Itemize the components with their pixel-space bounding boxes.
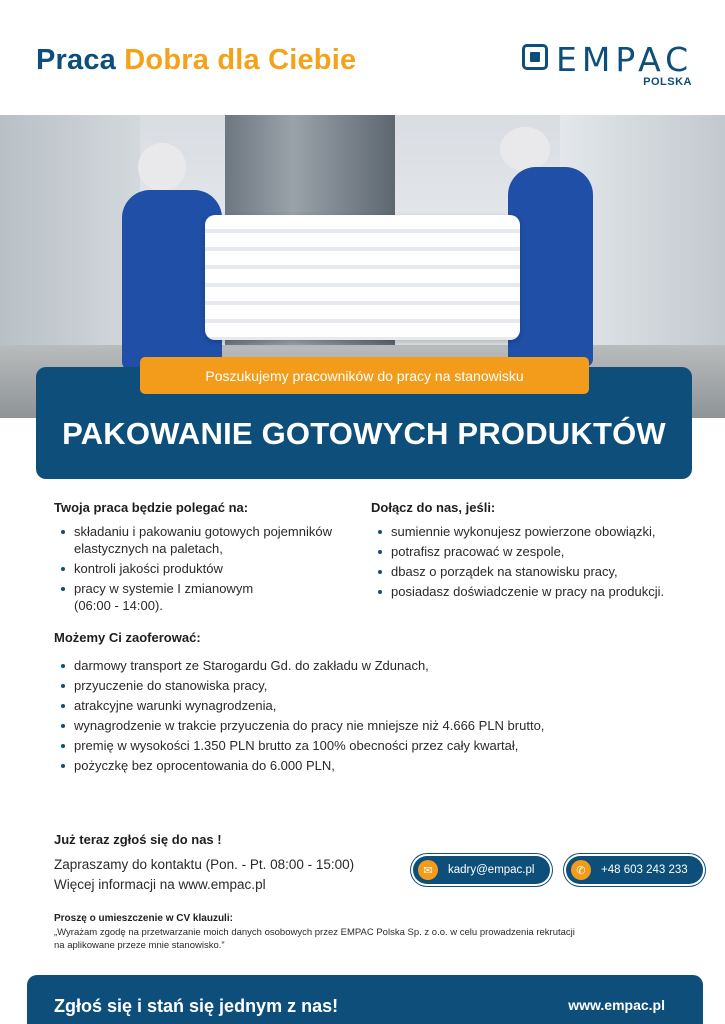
list-item: dbasz o porządek na stanowisku pracy, [371,563,691,580]
phone-number[interactable]: +48 603 243 233 [601,864,688,876]
title-part-2: Dobra dla Ciebie [124,44,357,76]
footer-website-link[interactable]: www.empac.pl [568,997,665,1013]
bullet-icon [61,587,65,591]
envelope-icon: ✉ [418,860,438,880]
duties-list [54,523,354,614]
list-item: pracy w systemie I zmianowym (06:00 - 14:00). [54,580,284,614]
list-item: premię w wysokości 1.350 PLN brutto za 100% obecności przez cały kwartał, [54,737,674,754]
bullet-icon [61,664,65,668]
list-item: darmowy transport ze Starogardu Gd. do zakładu w Zdunach, [54,657,674,674]
bullet-icon [378,570,382,574]
bullet-icon [378,530,382,534]
offer-section [54,630,674,777]
email-contact-button[interactable] [413,856,550,884]
bullet-icon [61,724,65,728]
bullet-icon [61,530,65,534]
offer-heading: Możemy Ci zaoferować: [54,630,201,645]
phone-icon: ✆ [571,860,591,880]
footer-slogan: Zgłoś się i stań się jednym z nas! [54,996,339,1016]
list-item: składaniu i pakowaniu gotowych pojemników elastycznych na paletach, [54,523,354,557]
offer-list [54,657,674,774]
list-item: posiadasz doświadczenie w pracy na produkcji. [371,583,691,600]
gdpr-clause-line-1: „Wyrażam zgodę na przetwarzanie moich danych osobowych przez EMPAC Polska Sp. z o.o. w celu prowadzenia rekrutacji [54,927,575,938]
duties-heading: Twoja praca będzie polegać na: [54,500,249,515]
bullet-icon [61,744,65,748]
apply-heading: Już teraz zgłoś się do nas ! [54,832,222,847]
empac-logo-mark-icon [522,44,548,70]
list-item: sumiennie wykonujesz powierzone obowiązki, [371,523,691,540]
banner-subtitle: Poszukujemy pracowników do pracy na stanowisku [140,357,589,394]
position-title: PAKOWANIE GOTOWYCH PRODUKTÓW [62,416,666,451]
worker-left-head [138,143,186,191]
list-item: przyuczenie do stanowiska pracy, [54,677,674,694]
packed-bags [205,215,520,340]
page-title [36,44,356,77]
title-part-1: Praca [36,44,117,76]
list-item: pożyczkę bez oprocentowania do 6.000 PLN, [54,757,674,774]
worker-right-head [500,127,550,171]
list-item: atrakcyjne warunki wynagrodzenia, [54,697,674,714]
logo-subtitle: POLSKA [643,76,692,88]
list-item: wynagrodzenie w trakcie przyuczenia do pracy nie mniejsze niż 4.666 PLN brutto, [54,717,674,734]
logo-name: EMPAC [556,40,694,79]
gdpr-heading: Proszę o umieszczenie w CV klauzuli: [54,913,233,924]
requirements-section [371,500,691,603]
list-item: potrafisz pracować w zespole, [371,543,691,560]
bullet-icon [378,590,382,594]
worker-right [508,167,593,367]
contact-hours: Zapraszamy do kontaktu (Pon. - Pt. 08:00 - 15:00) [54,857,355,872]
duties-section [54,500,354,617]
footer-bar [27,975,703,1024]
bullet-icon [61,684,65,688]
email-address[interactable]: kadry@empac.pl [448,864,535,876]
bullet-icon [61,704,65,708]
bullet-icon [61,764,65,768]
list-item: kontroli jakości produktów [54,560,354,577]
empac-logo [522,42,692,90]
phone-contact-button[interactable] [566,856,703,884]
bullet-icon [378,550,382,554]
requirements-list [371,523,691,600]
contact-website-info: Więcej informacji na www.empac.pl [54,877,266,892]
bullet-icon [61,567,65,571]
requirements-heading: Dołącz do nas, jeśli: [371,500,496,515]
gdpr-clause-line-2: na aplikowane przeze mnie stanowisko.” [54,940,225,951]
